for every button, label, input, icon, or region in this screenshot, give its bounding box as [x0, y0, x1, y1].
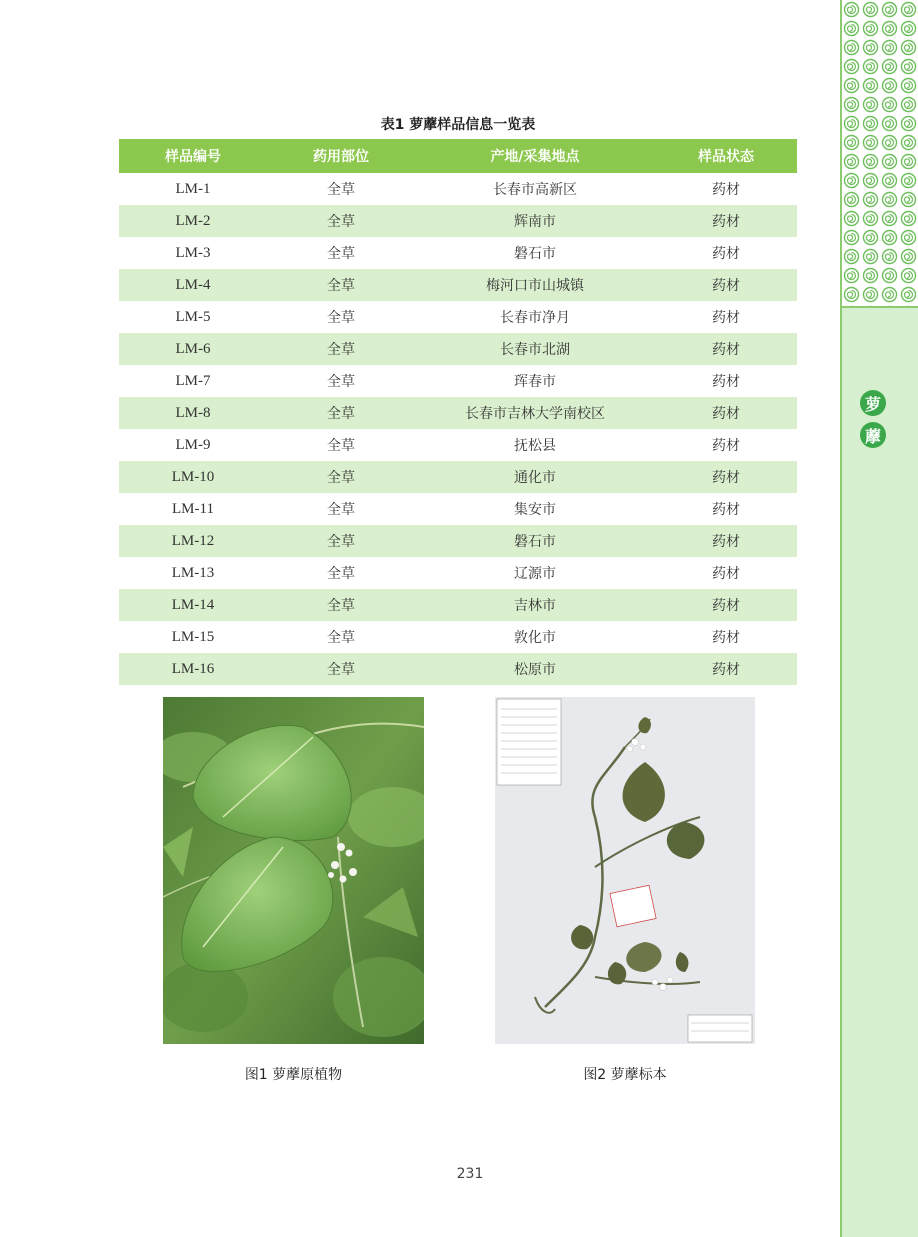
cell-medicinal-part: 全草 [327, 438, 355, 454]
cell-medicinal-part: 全草 [267, 589, 415, 621]
cell-medicinal-part: 全草 [327, 310, 355, 326]
cell-sample-id: LM-12 [119, 525, 267, 557]
cell-origin: 通化市 [415, 461, 655, 493]
table-row [119, 557, 797, 589]
cell-sample-id: LM-13 [171, 564, 215, 581]
side-band [840, 0, 918, 1237]
cell-origin: 集安市 [514, 502, 556, 518]
cell-medicinal-part: 全草 [327, 374, 355, 390]
sample-info-table [119, 139, 797, 685]
table-header-row [119, 139, 797, 173]
cell-sample-status: 药材 [655, 205, 797, 237]
cell-medicinal-part: 全草 [327, 630, 355, 646]
table-row [119, 301, 797, 333]
cell-medicinal-part: 全草 [327, 566, 355, 582]
cell-origin: 磐石市 [415, 525, 655, 557]
cloud-pattern-decoration [842, 0, 918, 308]
cell-medicinal-part: 全草 [267, 461, 415, 493]
table-row [119, 653, 797, 685]
cell-sample-status: 药材 [655, 461, 797, 493]
table-caption: 表1 萝藦样品信息一览表 [380, 117, 536, 133]
cell-medicinal-part: 全草 [267, 205, 415, 237]
cell-medicinal-part: 全草 [267, 397, 415, 429]
cell-sample-id: LM-3 [175, 244, 211, 261]
cell-medicinal-part: 全草 [267, 333, 415, 365]
table-row [119, 333, 797, 365]
cell-sample-status: 药材 [655, 333, 797, 365]
cell-origin: 长春市北湖 [415, 333, 655, 365]
cell-origin: 吉林市 [415, 589, 655, 621]
side-tab-char-2: 藦 [860, 422, 886, 448]
cell-sample-id: LM-14 [119, 589, 267, 621]
cell-origin: 磐石市 [514, 246, 556, 262]
cell-sample-status: 药材 [655, 269, 797, 301]
cell-origin: 辉南市 [415, 205, 655, 237]
cell-sample-id: LM-9 [175, 436, 211, 453]
cell-medicinal-part: 全草 [267, 525, 415, 557]
cell-origin: 长春市高新区 [493, 182, 577, 198]
cell-medicinal-part: 全草 [327, 182, 355, 198]
cell-sample-id: LM-6 [119, 333, 267, 365]
cell-sample-status: 药材 [655, 525, 797, 557]
cell-sample-status: 药材 [655, 653, 797, 685]
cell-sample-status: 药材 [655, 397, 797, 429]
figure-1-caption: 图1 萝藦原植物 [244, 1067, 343, 1083]
table-row [119, 173, 797, 205]
cell-medicinal-part: 全草 [267, 653, 415, 685]
table-row [119, 429, 797, 461]
cell-origin: 珲春市 [514, 374, 556, 390]
side-tab-char-1: 萝 [860, 390, 886, 416]
cell-sample-status: 药材 [712, 438, 740, 454]
cell-origin: 敦化市 [514, 630, 556, 646]
table-row [119, 397, 797, 429]
cell-sample-status: 药材 [712, 566, 740, 582]
cell-sample-status: 药材 [712, 246, 740, 262]
cell-origin: 长春市吉林大学南校区 [415, 397, 655, 429]
table-row [119, 589, 797, 621]
cell-medicinal-part: 全草 [267, 269, 415, 301]
herbarium-specimen-photo [495, 697, 755, 1044]
cell-sample-status: 药材 [712, 182, 740, 198]
figure-2-caption: 图2 萝藦标本 [583, 1067, 667, 1083]
header-sample-id: 样品编号 [119, 139, 267, 173]
table-row [119, 269, 797, 301]
cell-sample-id: LM-10 [119, 461, 267, 493]
cell-sample-id: LM-15 [171, 628, 215, 645]
cell-sample-id: LM-2 [119, 205, 267, 237]
cell-sample-id: LM-16 [119, 653, 267, 685]
cell-sample-id: LM-5 [175, 308, 211, 325]
cell-origin: 松原市 [415, 653, 655, 685]
table-row [119, 461, 797, 493]
table-row [119, 525, 797, 557]
cell-sample-id: LM-11 [172, 500, 214, 517]
cell-medicinal-part: 全草 [327, 502, 355, 518]
table-row [119, 365, 797, 397]
table-row [119, 205, 797, 237]
plant-photo [163, 697, 424, 1044]
header-medicinal-part: 药用部位 [267, 139, 415, 173]
table-row [119, 621, 797, 653]
header-sample-status: 样品状态 [655, 139, 797, 173]
cell-sample-status: 药材 [712, 374, 740, 390]
table-row [119, 493, 797, 525]
cell-sample-id: LM-1 [175, 180, 211, 197]
cell-origin: 梅河口市山城镇 [415, 269, 655, 301]
cell-sample-status: 药材 [712, 630, 740, 646]
page-number: 231 [456, 1166, 484, 1182]
cell-origin: 长春市净月 [500, 310, 570, 326]
cell-sample-status: 药材 [712, 502, 740, 518]
cell-sample-status: 药材 [712, 310, 740, 326]
header-origin: 产地/采集地点 [415, 139, 655, 173]
cell-origin: 辽源市 [514, 566, 556, 582]
side-section-tab [856, 390, 890, 448]
cell-sample-id: LM-7 [175, 372, 211, 389]
table-row [119, 237, 797, 269]
cell-medicinal-part: 全草 [327, 246, 355, 262]
cell-origin: 抚松县 [514, 438, 556, 454]
cell-sample-id: LM-4 [119, 269, 267, 301]
cell-sample-status: 药材 [655, 589, 797, 621]
cell-sample-id: LM-8 [119, 397, 267, 429]
